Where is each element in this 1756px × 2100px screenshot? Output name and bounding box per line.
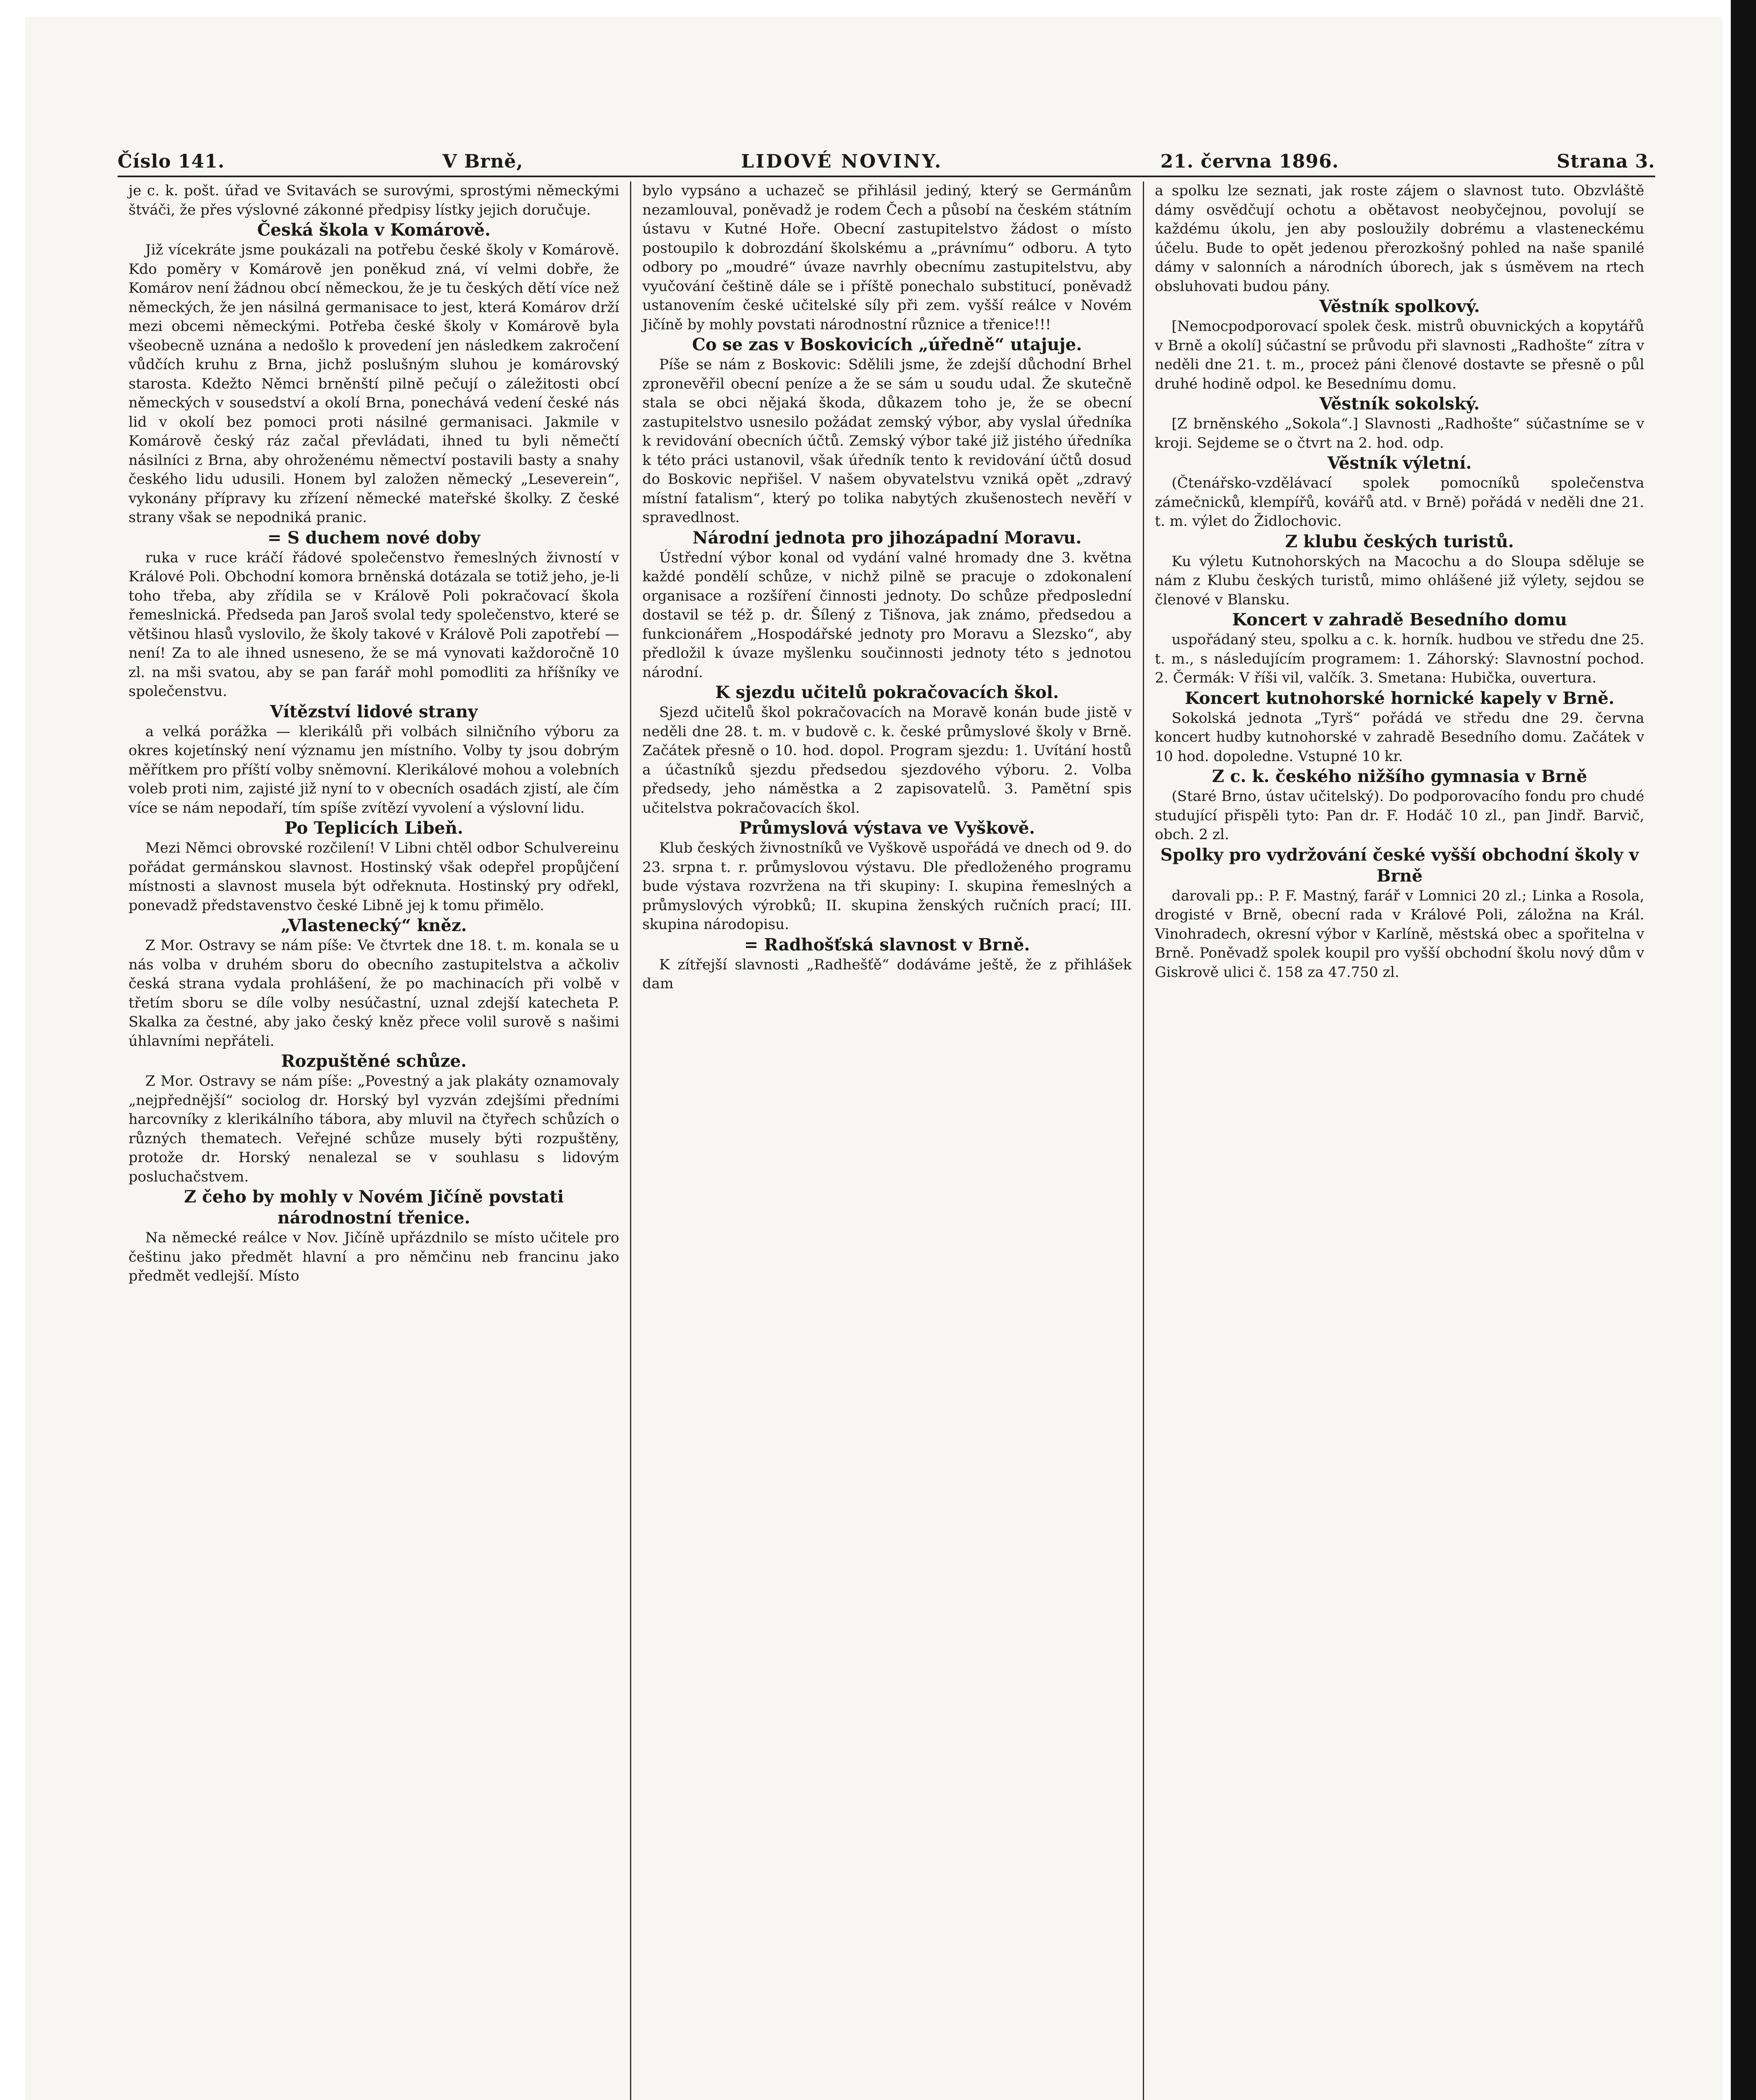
article-komarov: Již vícekráte jsme poukázali na potřebu české školy v Komárově. Kdo poměry v Komárově jen poněkud zná, ví velmi dobře, že Komárov není žádnou obcí německou, že je tu českých dětí více než německých, že jen násilná germanisace to jest, která Komárov drží mezi obcemi německými. Potřeba české školy v Komárově byla všeobecně uznána a nedošlo k provedení jen následkem zakročení vůdčích kruhu z Brna, jichž poslušným sluhou je komárovský starosta. Kdežto Němci brněnští pilně pečují o záležitosti obcí německých v sousedství a okolí Brna, ponechává vedení české nás lid v okolí bez pomoci proti násilné germanisaci. Jakmile v Komárově český ráz začal převládati, ihned tu byli němečtí násilníci z Brna, aby ohroženému němectví postavili basty a snahy českého lidu udusili. Honem byl založen německý „Leseverein“, vykonány přípravy ku zřízení německé mateřské školky. Z české strany však se nepodniká pranic. — [129, 242, 619, 526]
headline-koncert: Koncert v zahradě Besedního domu — [1232, 610, 1567, 630]
headline-knez: „Vlastenecký“ kněz. — [281, 916, 467, 935]
headline-rozpustene: Rozpuštěné schůze. — [281, 1051, 467, 1071]
headline-vylety: Věstník výletní. — [1327, 453, 1472, 473]
headline-spolky: Věstník spolkový. — [1319, 297, 1480, 316]
scan-border — [1731, 0, 1756, 2100]
article-vylety: (Čtenářsko-vzdělávací spolek pomocníků společenstva zámečnicků, klempířů, kovářů atd. v Brně) pořádá v neděli dne 21. t. m. výlet do Židlochovic. — [1155, 475, 1644, 530]
article-kapela: Sokolská jednota „Tyrš“ pořádá ve středu dne 29. června koncert hudby kutnohorské v zahradě Besedního domu. Začátek v 10 hod. dopoledne. Vstupné 10 kr. — [1155, 709, 1644, 765]
issue-number: Číslo 141. — [118, 151, 225, 172]
article-gymn: (Staré Brno, ústav učitelský). Do podporovacího fondu pro chudé studující přispěli tyto: Pan dr. F. Hodáč 10 zl., pan Jindř. Barvič, obch. 2 zl. — [1155, 788, 1644, 843]
headline-jicin: Z čeho by mohly v Novém Jičíně povstati národnostní třenice. — [184, 1187, 564, 1228]
headline-sokol: Věstník sokolský. — [1319, 394, 1480, 414]
column-2 — [630, 181, 1142, 2100]
headline-obchod: Spolky pro vydržování české vyšší obchodní školy v Brně — [1160, 845, 1639, 886]
column-3 — [1143, 181, 1655, 2100]
article-duch: ruka v ruce kráčí řádové společenstvo řemeslných živností v Králové Poli. Obchodní komora brněnská dotázala se totiž jeho, je-li toho třeba, aby zřídila se v Králově Poli pokračovací škola řemeslnická. Předseda pan Jaroš svolal tedy společenstvo, které se většinou hlasů vyslovilo, že školy takové v Králově Poli zapotřebí — není! Za to ale ihned usneseno, že se má vynovati každoročně 10 zl. na mši svatou, aby se pan farář mohl pomodliti za hříšníky ve společenstvu. — [129, 549, 619, 700]
page-header — [118, 143, 1655, 172]
article-obchod: darovali pp.: P. F. Mastný, farář v Lomnici 20 zl.; Linka a Rosola, drogisté v Brně, obecní rada v Králové Poli, záložna na Král. Vinohradech, okresní výbor v Karlíně, městská obec a spořitelna v Brně. Poněvadž spolek koupil pro vyšší obchodní školu nový dům v Giskrově ulici č. 158 za 47.750 zl. — [1155, 887, 1644, 981]
article-columns — [118, 181, 1655, 2100]
article-sokol: [Z brněnského „Sokola“.] Slavnosti „Radhošte“ súčastníme se v kroji. Sejdeme se o čtvrt na 2. hod. odp. — [1155, 415, 1644, 452]
article-spolky: [Nemocpodporovací spolek česk. mistrů obuvnických a kopytářů v Brně a okolí] súčastní se průvodu při slavnosti „Radhošte“ zítra v neděli dne 21. t. m., proceż páni členové dostavte se přesně o půl druhé hodině odpol. ke Besednímu domu. — [1155, 318, 1644, 392]
headline-vystava: Průmyslová výstava ve Vyškově. — [739, 818, 1035, 838]
masthead-title: LIDOVÉ NOVINY. — [741, 151, 943, 172]
article-teplice: Mezi Němci obrovské rozčilení! V Libni chtěl odbor Schulvereinu pořádat germánskou slavnost. Hostinský však odepřel propůjčení místnosti a slavnost musela být odřeknuta. Hostinský pry odřekl, ponevadž představenstvo české Libně jej k tomu přimělo. — [129, 840, 619, 914]
headline-radhost: = Radhošťská slavnost v Brně. — [744, 934, 1030, 955]
article-continued: bylo vypsáno a uchazeč se přihlásil jediný, který se Germánům nezamlouval, poněvadž je rodem Čech a působí na českém státním ústavu v Kutné Hoře. Obecní zastupitelstvo žádost o místo postoupilo k dobrozdání školskému a „právnímu“ odboru. A tyto odbory po „moudré“ úvaze navrhly obecnímu zastupitelstvu, aby vyučování češtině dále se i příště ponechalo substitucí, poněvadž ustanovením české učitelské síly při zem. vyšší reálce v Novém Jičíně by mohly povstati národnostní různice a třenice!!! — [642, 182, 1132, 333]
headline-jednota: Národní jednota pro jihozápadní Moravu. — [692, 528, 1082, 548]
headline-kapela: Koncert kutnohorské hornické kapely v Brně. — [1184, 688, 1614, 708]
article-radhost: K zítřejší slavnosti „Radhešťě“ dodáváme ještě, že z přihlášek dam — [642, 956, 1132, 992]
article-sjezd: Sjezd učitelů škol pokračovacích na Moravě konán bude jistě v neděli dne 28. t. m. v budově c. k. české průmyslové školy v Brně. Začátek přesně o 10. hod. dopol. Program sjezdu: 1. Uvítání hostů a účastníků sjezdu předsedou sjezdového výboru. 2. Volba předsedy, jeho náměstka a 2 zapisovatelů. 3. Pamětní spis učitelstva pokračovacích škol. — [642, 704, 1132, 816]
article-continued: je c. k. pošt. úřad ve Svitavách se surovými, sprostými německými štváči, že přes výslovné zákonné předpisy lístky jejich doručuje. — [129, 182, 619, 218]
article-koncert: uspořádaný steu, spolku a c. k. horník. hudbou ve středu dne 25. t. m., s následujícím programem: 1. Záhorský: Slavnostní pochod. 2. Čermák: V říši vil, valčík. 3. Smetana: Hubička, ouvertura. — [1155, 631, 1644, 686]
article-vystava: Klub českých živnostníků ve Vyškově uspořádá ve dnech od 9. do 23. srpna t. r. průmyslovou výstavu. Dle předloženého programu bude výstava rozvržena na tři skupiny: I. skupina řemeslných a průmyslových výrobků; II. skupina ženských ručních prací; III. skupina národopisu. — [642, 840, 1132, 933]
headline-vitezstvi: Vítězství lidové strany — [270, 701, 478, 722]
article-jicin: Na německé reálce v Nov. Jičíně upřázdnilo se místo učitele pro češtinu jako předmět hlavní a pro němčinu neb francinu jako předmět vedlejší. Místo — [129, 1229, 619, 1284]
article-rozpustene: Z Mor. Ostravy se nám píše: „Povestný a jak plakáty oznamovaly „nejpřednější“ sociolog dr. Horský byl vyzván zdejšími předními harcovníky z klerikálního tábora, aby mluvil na čtyřech schůzích o různých thematech. Veřejné schůze musely býti rozpuštěny, protože dr. Horský nenalezal se v souhlasu s lidovým posluchačstvem. — [129, 1073, 619, 1185]
headline-boskovice: Co se zas v Boskovicích „úředně“ utajuje. — [692, 335, 1082, 354]
page-number: Strana 3. — [1557, 151, 1655, 172]
article-continued: a spolku lze seznati, jak roste zájem o slavnost tuto. Obzvláště dámy osvědčují ochotu a obětavost neobyčejnou, povolují se každému úkolu, jen aby posloužily dobrému a vlasteneckému účelu. Bude to opět jedenou přerozkošný pohled na naše spanilé dámy v salonních a národních úborech, jak s úsměvem na rtech obsluhovati budou pány. — [1155, 182, 1644, 295]
article-jednota: Ústřední výbor konal od vydání valné hromady dne 3. května každé pondělí schůze, v nichž pilně se pracuje o zdokonalení organisace a rozšíření činnosti jednoty. Do schůze předposlední dostavil se též p. dr. Šílený z Tišnova, jak známo, předsedou a funkcionářem „Hospodářské jednoty pro Moravu a Slezsko“, aby předložil k úvaze myšlenku součinnosti jednoty této s jednotou národní. — [642, 549, 1132, 681]
city: V Brně, — [442, 151, 523, 172]
header-rule — [118, 176, 1655, 177]
headline-klub: Z klubu českých turistů. — [1285, 531, 1514, 551]
headline-gymn: Z c. k. českého nižšího gymnasia v Brně — [1212, 766, 1587, 786]
headline-teplice: Po Teplicích Libeň. — [284, 818, 463, 838]
article-vitezstvi: a velká porážka — klerikálů při volbách silničního výboru za okres kojetínský není významu jen místního. Volby ty jsou dobrým měřítkem pro příští volby sněmovní. Klerikálové mohou a volebních voleb proti nim, zajisté již nyní to v obecních osadách zjistí, ale čím více se nám nepodaří, tím spíše zvítězí vyvolení a výslovní lidu. — [129, 723, 619, 816]
article-knez: Z Mor. Ostravy se nám píše: Ve čtvrtek dne 18. t. m. konala se u nás volba v druhém sboru do obecního zastupitelstva a ačkoliv česká strana vydala prohlášení, že po machinacích při volbě v třetím sboru se díle volby nesúčastní, uznal zdejší katecheta P. Skalka za čestné, aby jako český kněz přece volil surově s našimi úhlavními nepřáteli. — [129, 937, 619, 1050]
column-1 — [118, 181, 630, 2100]
headline-sjezd: K sjezdu učitelů pokračovacích škol. — [715, 682, 1059, 702]
headline-duch: = S duchem nové doby — [267, 528, 480, 548]
headline-komarov: Česká škola v Komárově. — [257, 220, 491, 240]
article-klub: Ku výletu Kutnohorských na Macochu a do Sloupa sděluje se nám z Klubu českých turistů, mimo ohlášené již výlety, sejdou se členové v Blansku. — [1155, 553, 1644, 608]
issue-date: 21. června 1896. — [1160, 151, 1339, 172]
newspaper-page — [25, 17, 1722, 2100]
article-boskovice: Píše se nám z Boskovic: Sdělili jsme, že zdejší důchodní Brhel zpronevěřil obecní peníze a že se sám u soudu udal. Že skutečně stala se obci nějaká škoda, důkazem toho je, že se obecní zastupitelstvo usnesilo požádat zemský výbor, aby vyslal úředníka k revidování obecních účtů. Zemský výbor také již jistého úředníka k této práci ustanovil, však úředník tento k revidování účtů dosud do Boskovic nepřišel. V našem obyvatelstvu vzniká opět „zdravý místní fatalism“, který po tolika nabytých zkušenostech nevěří v spravedlnost. — [642, 356, 1132, 526]
